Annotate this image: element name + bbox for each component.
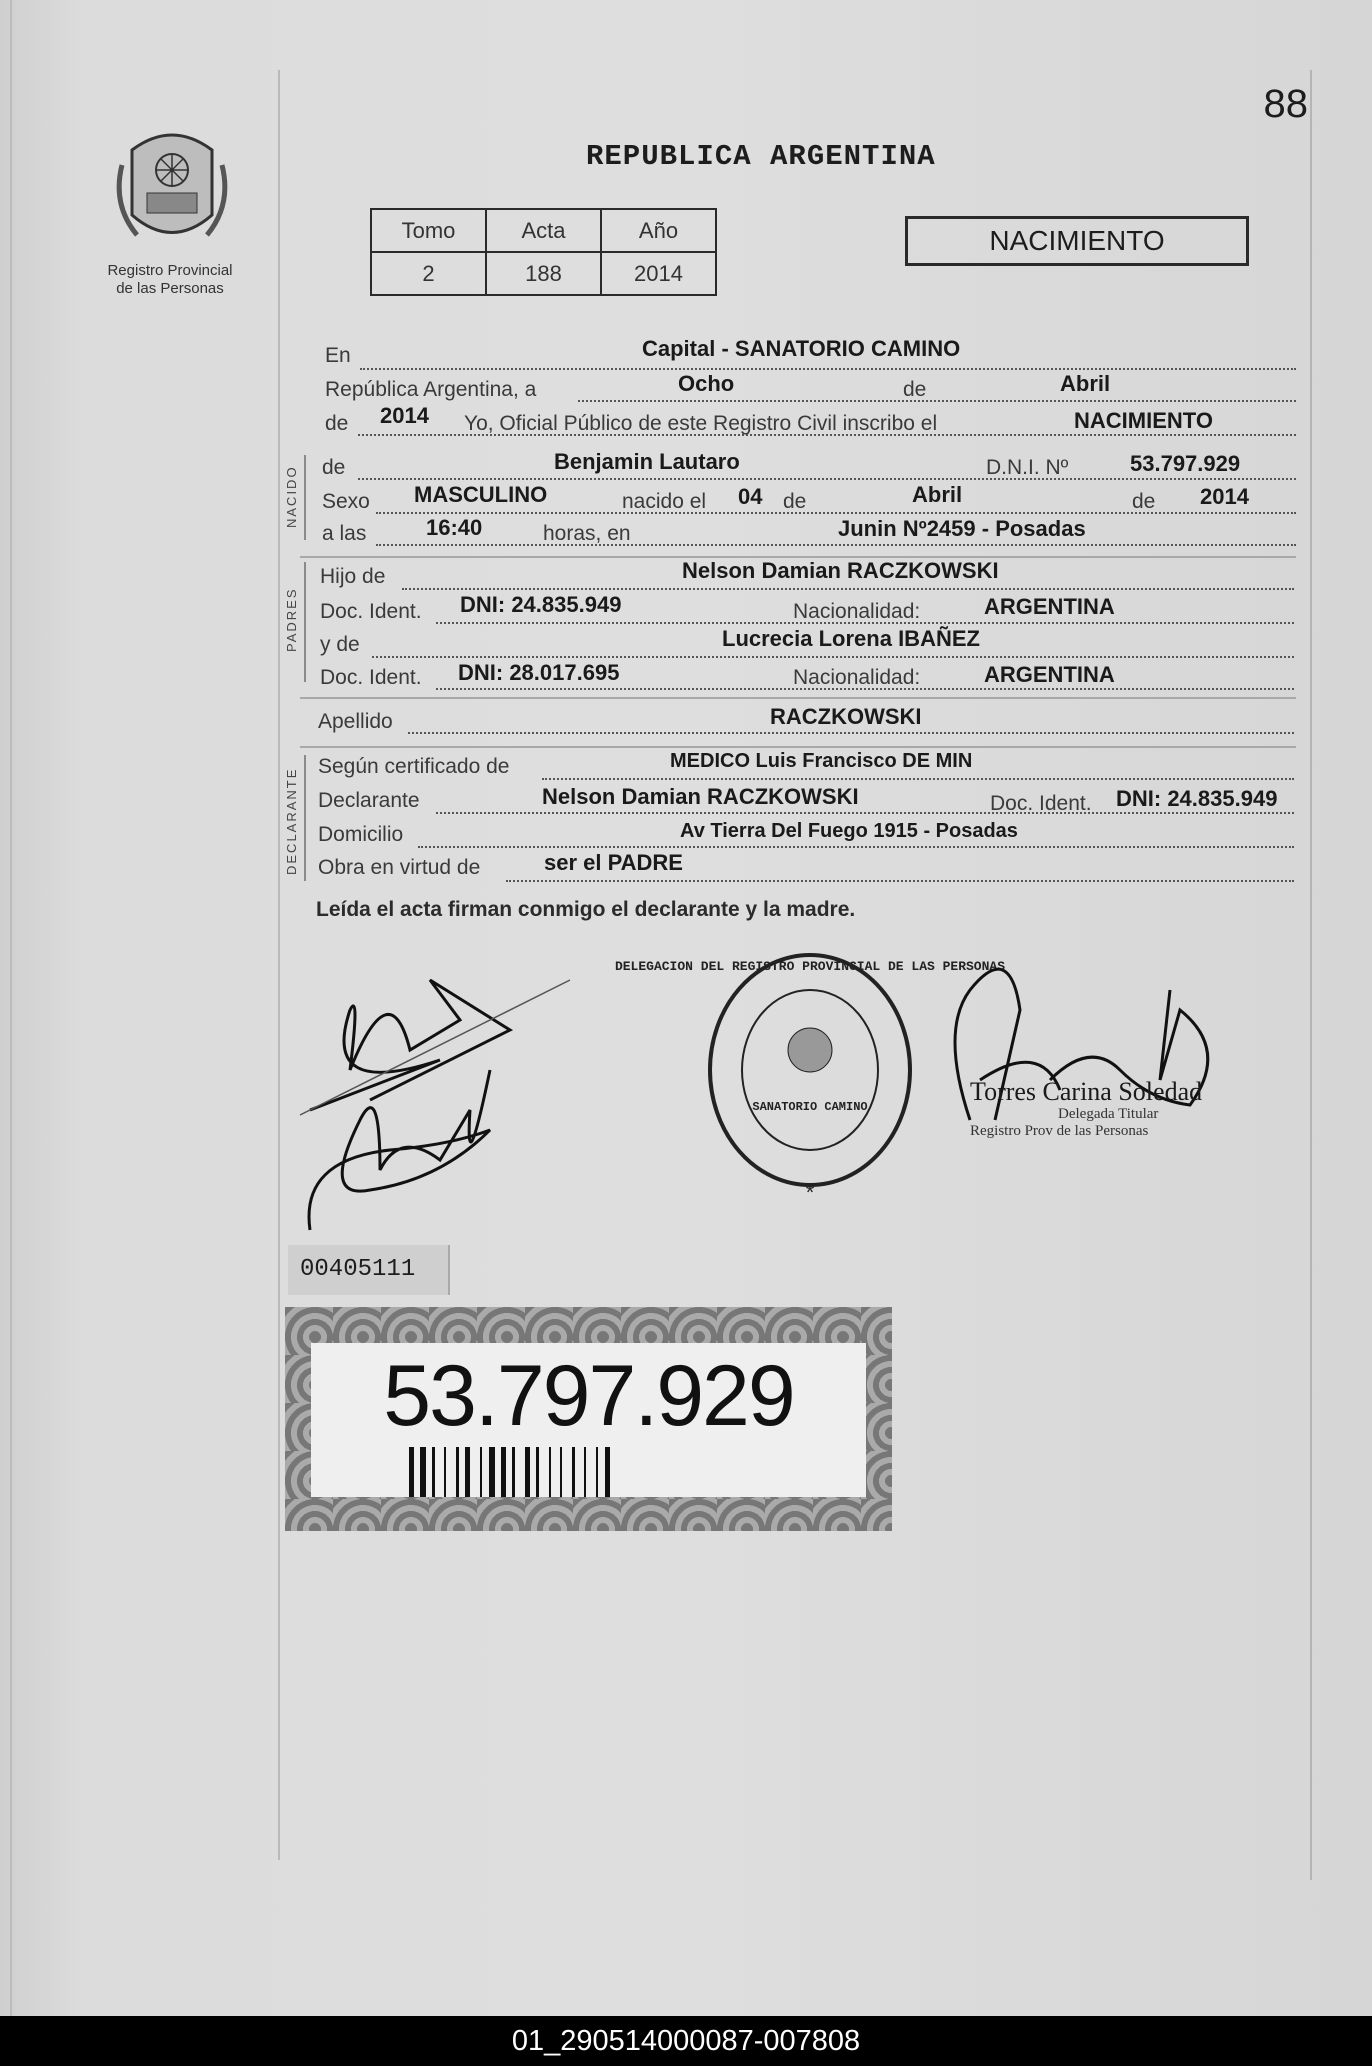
stamp-inner-text: SANATORIO CAMINO xyxy=(752,1100,868,1114)
en-value: Capital - SANATORIO CAMINO xyxy=(642,336,961,361)
dotted-line xyxy=(376,512,1296,514)
madre-doc-value: DNI: 28.017.695 xyxy=(458,660,620,685)
dotted-line xyxy=(436,812,1294,814)
en-label: En xyxy=(325,344,351,367)
table-header-acta: Acta xyxy=(486,209,601,252)
left-margin-line xyxy=(278,70,280,1860)
hijo-de-label: Hijo de xyxy=(320,565,386,588)
barcode-bar xyxy=(465,1447,470,1497)
dotted-line xyxy=(358,478,1296,480)
de-label: de xyxy=(903,378,927,401)
sexo-label: Sexo xyxy=(322,490,370,513)
padres-section-label: PADRES xyxy=(284,587,299,652)
barcode-bar xyxy=(489,1447,495,1497)
nacido-el-label: nacido el xyxy=(622,490,707,513)
nacido-dia-value: 04 xyxy=(738,484,763,509)
dotted-line xyxy=(578,400,1296,402)
section-separator xyxy=(300,746,1296,748)
barcode-bar xyxy=(605,1447,610,1497)
barcode-bar xyxy=(525,1447,530,1497)
dotted-line xyxy=(506,880,1294,882)
hora-label: a las xyxy=(322,522,367,545)
table-value-anio: 2014 xyxy=(601,252,716,295)
declarante-section-label: DECLARANTE xyxy=(284,767,299,875)
table-value-acta: 188 xyxy=(486,252,601,295)
declarante-label: Declarante xyxy=(318,789,420,812)
declarante-value: Nelson Damian RACZKOWSKI xyxy=(542,784,859,809)
inscribo-value: NACIMIENTO xyxy=(1074,408,1213,433)
dni-value: 53.797.929 xyxy=(1130,451,1241,476)
barcode-number: 53.797.929 xyxy=(383,1348,794,1444)
certificado-value: MEDICO Luis Francisco DE MIN xyxy=(670,750,973,772)
madre-doc-label: Doc. Ident. xyxy=(320,666,422,689)
barcode-bar xyxy=(584,1447,586,1497)
section-bar xyxy=(304,755,306,881)
serial-number: 00405111 xyxy=(288,1245,450,1295)
declarant-signature xyxy=(310,980,510,1110)
closing-statement: Leída el acta firman conmigo el declarante y la madre. xyxy=(316,898,856,921)
dia-value: Ocho xyxy=(678,371,735,396)
page-number: 88 xyxy=(1263,82,1308,126)
signatures-area xyxy=(290,930,1290,1250)
dotted-line xyxy=(402,588,1294,590)
domicilio-value: Av Tierra Del Fuego 1915 - Posadas xyxy=(680,820,1018,842)
barcode-bar xyxy=(549,1447,551,1497)
table-value-tomo: 2 xyxy=(371,252,486,295)
declarante-doc-value: DNI: 24.835.949 xyxy=(1116,786,1278,811)
section-separator xyxy=(300,697,1296,699)
madre-value: Lucrecia Lorena IBAÑEZ xyxy=(722,626,980,651)
official-name: Torres Carina Soledad xyxy=(970,1077,1203,1106)
right-margin-line xyxy=(1310,70,1312,1880)
hora-value: 16:40 xyxy=(426,515,483,540)
republica-label: República Argentina, a xyxy=(325,378,537,401)
barcode-bar xyxy=(512,1447,515,1497)
padre-nacionalidad-value: ARGENTINA xyxy=(984,594,1115,619)
provincial-seal-logo xyxy=(112,125,232,255)
nacido-anio-value: 2014 xyxy=(1200,484,1249,509)
sexo-value: MASCULINO xyxy=(414,482,548,507)
barcode-inner-panel xyxy=(311,1343,866,1497)
barcode-bar xyxy=(501,1447,506,1497)
logo-text-line1: Registro Provincial xyxy=(107,262,233,279)
de2-label: de xyxy=(325,412,349,435)
barcode-bar xyxy=(409,1447,414,1497)
record-type-box: NACIMIENTO xyxy=(905,216,1249,266)
nacido-section-label: NACIDO xyxy=(284,465,299,528)
lugar-value: Junin Nº2459 - Posadas xyxy=(838,516,1086,541)
official-stamp xyxy=(615,955,1005,1205)
anio-value: 2014 xyxy=(380,403,429,428)
barcode-bar xyxy=(420,1447,426,1497)
nacido-mes-value: Abril xyxy=(912,482,963,507)
apellido-value: RACZKOWSKI xyxy=(770,704,922,729)
dotted-line xyxy=(408,732,1294,734)
table-header-tomo: Tomo xyxy=(371,209,486,252)
document-title: REPUBLICA ARGENTINA xyxy=(586,140,936,173)
svg-text:*: * xyxy=(805,1180,815,1205)
madre-nacionalidad-value: ARGENTINA xyxy=(984,662,1115,687)
official-title: Delegada Titular xyxy=(1058,1106,1159,1122)
certificado-label: Según certificado de xyxy=(318,755,510,778)
dotted-line xyxy=(376,544,1296,546)
obra-label: Obra en virtud de xyxy=(318,856,481,879)
nacido-de-label: de xyxy=(322,456,346,479)
tomo-acta-anio-table xyxy=(370,208,717,296)
nacido-de-label2: de xyxy=(783,490,807,513)
barcode-bar xyxy=(560,1447,562,1497)
barcode-bar xyxy=(596,1447,598,1497)
section-bar xyxy=(304,455,306,540)
dotted-line xyxy=(418,846,1294,848)
table-header-anio: Año xyxy=(601,209,716,252)
padre-doc-label: Doc. Ident. xyxy=(320,600,422,623)
page-edge xyxy=(10,0,12,2016)
dni-label: D.N.I. Nº xyxy=(986,456,1069,479)
y-de-label: y de xyxy=(320,633,360,656)
obra-value: ser el PADRE xyxy=(544,850,683,875)
padre-doc-value: DNI: 24.835.949 xyxy=(460,592,622,617)
dotted-line xyxy=(372,656,1294,658)
padre-value: Nelson Damian RACZKOWSKI xyxy=(682,558,999,583)
barcode-bar xyxy=(456,1447,459,1497)
stamp-text: DELEGACION DEL REGISTRO PROVINCIAL DE LAS PERSONAS xyxy=(614,959,1006,974)
section-bar xyxy=(304,562,306,682)
madre-nacionalidad-label: Nacionalidad: xyxy=(793,666,921,689)
domicilio-label: Domicilio xyxy=(318,823,404,846)
nacido-de-label3: de xyxy=(1132,490,1156,513)
mes-value: Abril xyxy=(1060,371,1111,396)
barcode-bar xyxy=(536,1447,539,1497)
dotted-line xyxy=(360,368,1296,370)
horas-en-label: horas, en xyxy=(543,522,631,545)
official-org: Registro Prov de las Personas xyxy=(970,1123,1149,1139)
barcode-label xyxy=(285,1307,892,1531)
padre-nacionalidad-label: Nacionalidad: xyxy=(793,600,921,623)
mother-signature xyxy=(309,1070,490,1230)
footer-file-id: 01_290514000087-007808 xyxy=(0,2016,1372,2066)
yo-label: Yo, Oficial Público de este Registro Civil inscribo el xyxy=(464,412,938,435)
barcode-bar xyxy=(572,1447,575,1497)
registry-logo-text xyxy=(80,262,260,298)
barcode-bar xyxy=(444,1447,446,1497)
barcode-bar xyxy=(480,1447,482,1497)
apellido-label: Apellido xyxy=(318,710,393,733)
nombre-value: Benjamin Lautaro xyxy=(554,449,740,474)
dotted-line xyxy=(542,778,1294,780)
logo-text-line2: de las Personas xyxy=(116,280,224,297)
barcode-bar xyxy=(432,1447,435,1497)
barcode-bars xyxy=(409,1447,769,1497)
declarante-doc-label: Doc. Ident. xyxy=(990,792,1092,815)
